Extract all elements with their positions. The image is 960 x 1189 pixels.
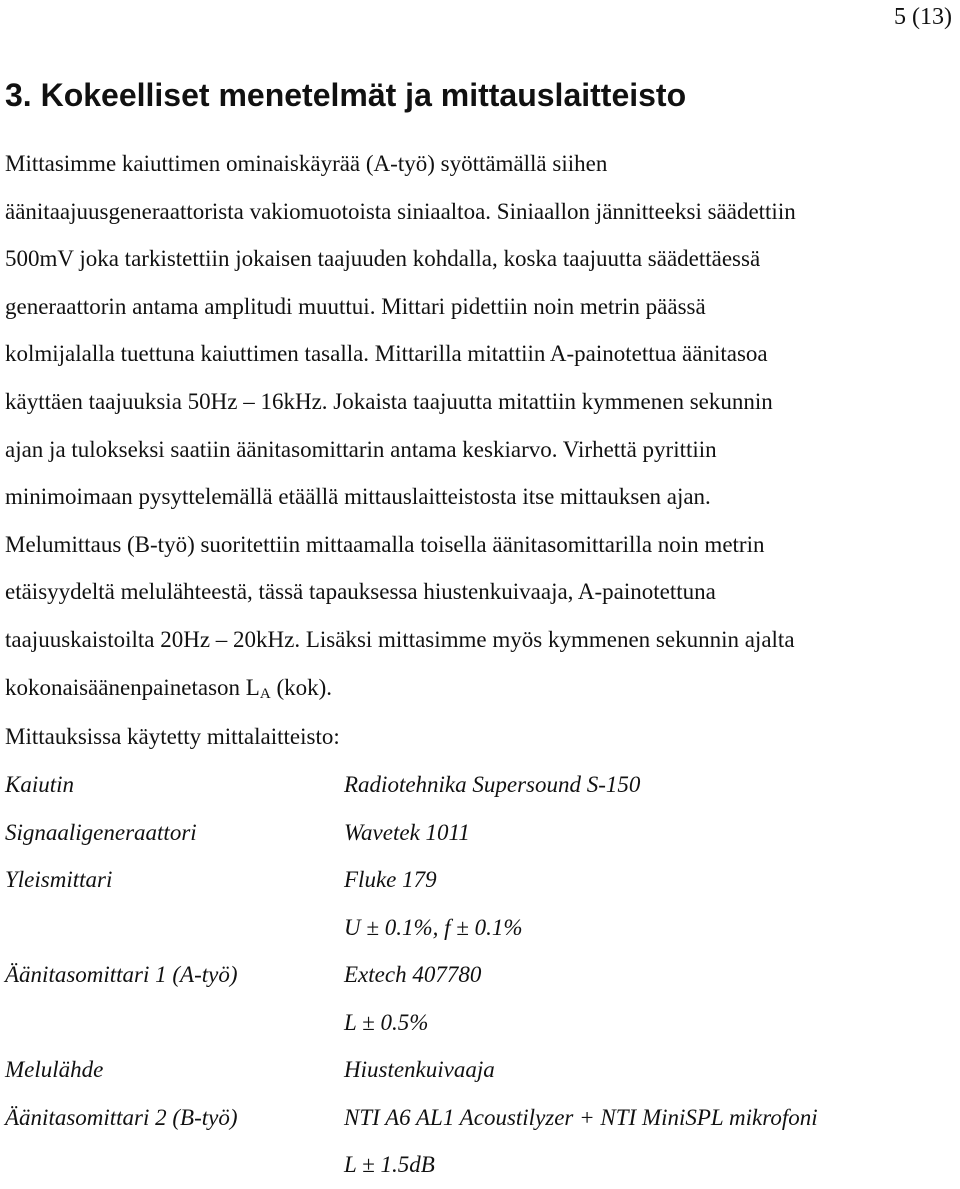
equipment-accuracy: L ± 1.5dB [344,1152,435,1177]
page-number: 5 (13) [894,4,952,30]
paragraph-line: Melumittaus (B-työ) suoritettiin mittaamalla toisella äänitasomittarilla noin metrin [5,531,765,557]
equipment-label [5,999,344,1047]
equipment-label: Signaaligeneraattori [5,819,197,845]
equipment-accuracy: L ± 0.5% [344,1009,429,1035]
paragraph-line: taajuuskaistoilta 20Hz – 20kHz. Lisäksi mittasimme myös kymmenen sekunnin ajalta [5,626,795,652]
equipment-row [5,1046,950,1094]
paragraph-line: ajan ja tulokseksi saatiin äänitasomittarin antama keskiarvo. Virhettä pyrittiin [5,436,717,462]
equipment-title: Mittauksissa käytetty mittalaitteisto: [5,724,340,749]
method-paragraph [5,140,950,711]
paragraph-line: kolmijalalla tuettuna kaiuttimen tasalla. Mittarilla mitattiin A-painotettua äänitasoa [5,341,768,367]
section-heading: 3. Kokeelliset menetelmät ja mittauslaitteisto [5,77,687,113]
equipment-list [5,761,950,1189]
paragraph-line: äänitaajuusgeneraattorista vakiomuotoista siniaaltoa. Siniaallon jännitteeksi säädettiin [5,198,796,224]
equipment-row [5,1141,950,1189]
equipment-accuracy: U ± 0.1%, f ± 0.1% [344,914,523,940]
equipment-label: Äänitasomittari 1 (A-työ) [5,962,238,987]
equipment-label: Äänitasomittari 2 (B-työ) [5,1104,238,1130]
paragraph-line: 500mV joka tarkistettiin jokaisen taajuuden kohdalla, koska taajuutta säädettäessä [5,246,761,272]
paragraph-line: etäisyydeltä melulähteestä, tässä tapauksessa hiustenkuivaaja, A-painotettuna [5,579,716,605]
paragraph-line-last [5,664,950,712]
equipment-row [5,856,950,904]
subscript-a: A [259,685,271,702]
equipment-label [5,904,344,952]
paragraph-line-prefix: kokonaisäänenpainetason L [5,674,260,700]
equipment-value: Radiotehnika Supersound S-150 [344,772,641,797]
equipment-value: NTI A6 AL1 Acoustilyzer + NTI MiniSPL mikrofoni [344,1104,818,1130]
equipment-label: Melulähde [5,1057,104,1082]
paragraph-line: minimoimaan pysyttelemällä etäällä mittauslaitteistosta itse mittauksen ajan. [5,484,711,510]
equipment-row [5,1094,950,1142]
paragraph-line: generaattorin antama amplitudi muuttui. Mittari pidettiin noin metrin päässä [5,293,706,319]
equipment-row [5,999,950,1047]
equipment-label [5,1141,344,1189]
equipment-value: Wavetek 1011 [344,819,470,845]
equipment-value: Fluke 179 [344,867,437,892]
equipment-row [5,761,950,809]
paragraph-line: Mittasimme kaiuttimen ominaiskäyrää (A-työ) syöttämällä siihen [5,151,608,176]
equipment-value: Extech 407780 [344,962,482,987]
equipment-row [5,809,950,857]
paragraph-line-suffix: (kok). [270,674,333,700]
equipment-label: Yleismittari [5,867,113,892]
equipment-value: Hiustenkuivaaja [344,1057,495,1082]
equipment-row [5,951,950,999]
equipment-label: Kaiutin [5,772,75,797]
equipment-row [5,904,950,952]
paragraph-line: käyttäen taajuuksia 50Hz – 16kHz. Jokaista taajuutta mitattiin kymmenen sekunnin [5,388,773,414]
